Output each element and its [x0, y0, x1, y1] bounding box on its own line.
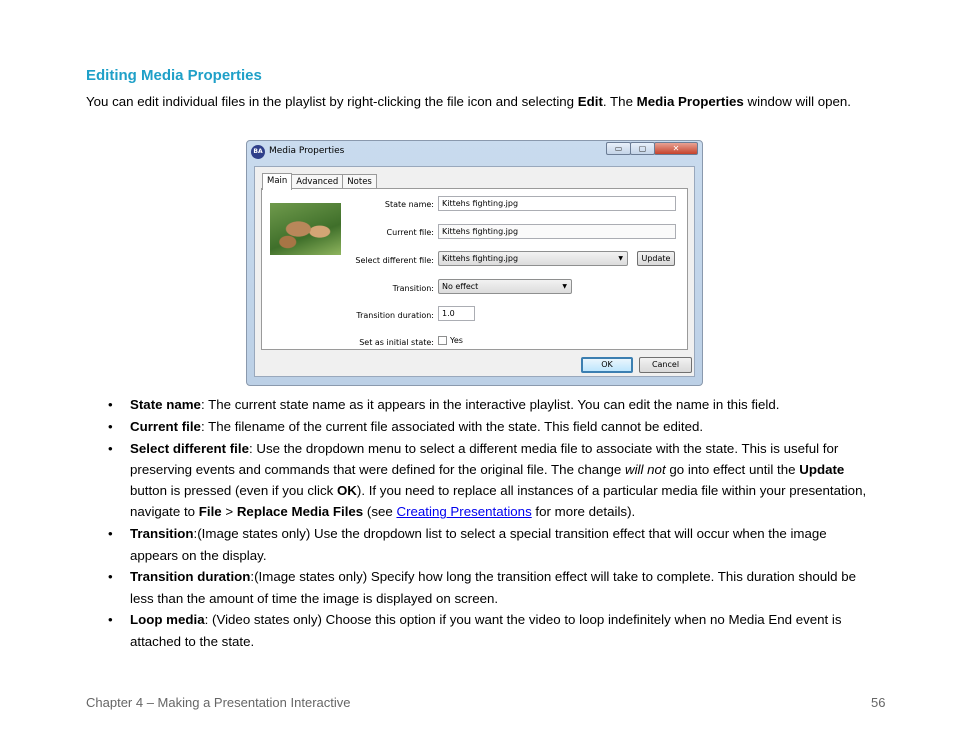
media-thumbnail: [270, 203, 341, 255]
intro-media-properties-bold: Media Properties: [636, 94, 744, 109]
term: Transition duration: [130, 569, 251, 585]
duration-label: Transition duration:: [356, 311, 434, 320]
term: Select different file: [130, 440, 249, 456]
chevron-down-icon: ▼: [618, 255, 623, 262]
description: :(Image states only) Specify how long the transition effect will take to complete. This duration should be less than the amount of time the image is displayed on screen.: [130, 569, 857, 606]
footer-chapter: Chapter 4 – Making a Presentation Interactive: [86, 695, 351, 710]
tab-panel-main: [261, 188, 688, 350]
property-list: [108, 394, 868, 653]
tab-main[interactable]: Main: [262, 173, 292, 190]
list-item: [108, 566, 868, 609]
media-properties-dialog: [246, 140, 703, 386]
initial-state-label: Set as initial state:: [359, 338, 434, 347]
cancel-button[interactable]: Cancel: [639, 357, 692, 373]
intro-text-2: . The: [602, 94, 637, 109]
description: : The current state name as it appears in the interactive playlist. You can edit the name in this field.: [200, 397, 780, 412]
footer-page-number: 56: [871, 695, 886, 710]
term: Loop media: [130, 612, 205, 628]
bullet-icon: •: [108, 569, 113, 585]
description: ). If you need to replace all instances of a particular media file within your presentation, navigate to: [130, 483, 867, 520]
app-icon: BA: [251, 145, 265, 159]
current-file-input: Kittehs fighting.jpg: [438, 224, 676, 239]
list-item: [108, 416, 868, 437]
replace-media-term: Replace Media Files: [236, 504, 364, 520]
description: (see: [363, 504, 397, 520]
description: go into effect until the: [665, 461, 800, 477]
duration-input[interactable]: 1.0: [438, 306, 475, 321]
list-item: [108, 438, 868, 523]
select-file-label: Select different file:: [355, 256, 434, 265]
page-heading: Editing Media Properties: [86, 67, 262, 84]
select-file-dropdown[interactable]: [438, 251, 628, 266]
intro-edit-bold: Edit: [577, 94, 603, 109]
description: : Use the dropdown menu to select a different media file to associate with the state. This is useful for preserving events and commands that were defined for the original file. The change: [130, 440, 839, 477]
creating-presentations-link[interactable]: Creating Presentations: [396, 504, 532, 520]
bullet-icon: •: [108, 418, 113, 434]
list-item: [108, 609, 868, 652]
tab-advanced[interactable]: Advanced: [291, 174, 343, 189]
ok-term: OK: [336, 483, 357, 499]
bullet-icon: •: [108, 397, 113, 412]
term: State name: [130, 397, 201, 412]
bullet-icon: •: [108, 526, 113, 542]
bullet-icon: •: [108, 612, 113, 628]
transition-dropdown[interactable]: [438, 279, 572, 294]
select-file-value: Kittehs fighting.jpg: [442, 254, 519, 263]
close-icon[interactable]: ✕: [654, 142, 698, 155]
update-term: Update: [799, 461, 845, 477]
initial-state-checkbox[interactable]: [438, 336, 447, 345]
minimize-icon[interactable]: ▭: [606, 142, 631, 155]
transition-label: Transition:: [392, 284, 434, 293]
state-name-input[interactable]: Kittehs fighting.jpg: [438, 196, 676, 211]
tab-strip: [262, 173, 376, 189]
description: : (Video states only) Choose this option if you want the video to loop indefinitely when no Media End event is attached to the state.: [130, 612, 842, 649]
dialog-title: Media Properties: [269, 146, 345, 156]
update-button[interactable]: Update: [637, 251, 675, 266]
ok-button[interactable]: OK: [581, 357, 633, 373]
state-name-label: State name:: [384, 200, 434, 209]
description: : The filename of the current file associated with the state. This field cannot be edited.: [200, 418, 704, 434]
description: >: [221, 504, 237, 520]
tab-notes[interactable]: Notes: [342, 174, 377, 189]
description: button is pressed (even if you click: [130, 483, 337, 499]
file-menu-term: File: [198, 504, 222, 520]
transition-value: No effect: [442, 282, 479, 291]
dialog-client: [254, 166, 695, 377]
current-file-label: Current file:: [386, 228, 434, 237]
window-buttons: [607, 142, 698, 155]
dialog-titlebar: [247, 141, 702, 163]
bullet-icon: •: [108, 440, 113, 456]
description: for more details).: [531, 504, 636, 520]
intro-text-1: You can edit individual files in the playlist by right-clicking the file icon and selecting: [86, 94, 578, 109]
list-item: [108, 394, 868, 415]
emphasis: will not: [625, 461, 666, 477]
maximize-icon[interactable]: ▢: [630, 142, 655, 155]
description: :(Image states only) Use the dropdown list to select a special transition effect that will occur when the image appears on the display.: [130, 526, 827, 563]
initial-state-option-label: Yes: [450, 336, 463, 345]
chevron-down-icon: ▼: [562, 283, 567, 290]
intro-paragraph: [86, 91, 876, 112]
term: Transition: [130, 526, 194, 542]
list-item: [108, 523, 868, 566]
term: Current file: [130, 418, 201, 434]
intro-text-3: window will open.: [743, 94, 851, 109]
